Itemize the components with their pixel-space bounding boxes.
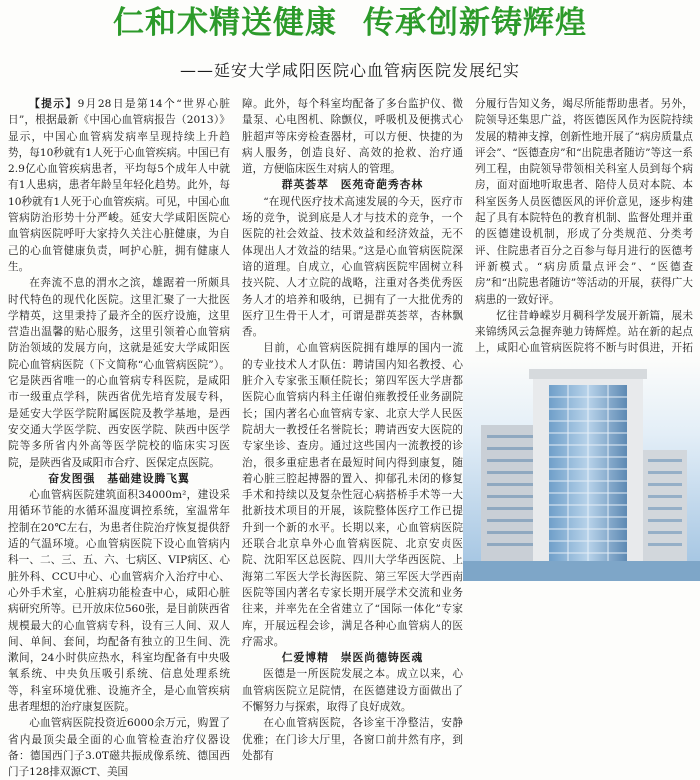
headline-part-1: 仁和术精送健康 — [113, 5, 337, 41]
article-column-1 — [8, 96, 230, 779]
paragraph: 目前，心血管病医院拥有雄厚的国内一流的专业技术人才队伍：聘请国内知名教授、心脏介入专家张玉顺任院长；第四军医大学唐都医院心血管病内科主任谢伯雍教授任业务副院长；国内著名心血管病专家、北京大学人民医院胡大一教授任名誉院长；聘请西安大医院的专家坐诊、查房。通过这些国内一流教授的诊治，很多重症患者在最短时间内得到康复，随着心脏三腔起搏器的置入、抑郁孔未闭的修复手术和持续以及复杂性冠心病搭桥手术等一大批新技术项目的开展，该院整体医疗工作已提升到一个新的水平。长期以来，心血管病医院还联合北京阜外心血管病医院、北京安贞医院、沈阳军区总医院、四川大学华西医院、上海第二军医大学长海医院、第三军医大学西南医院等国内著名专家长期开展学术交流和业务往来，并率先在全省建立了“国际一体化”专家库，开展远程会诊，满足各种心血管病人的医疗需求。 — [242, 342, 463, 648]
article-column-2 — [242, 96, 463, 762]
section-heading: 仁爱博精 崇医尚德铸医魂 — [281, 651, 424, 665]
paragraph: 心血管病医院建筑面积34000m²，建设采用循环节能的水循环温度调控系统，室温常年控制在20℃左右，为患者住院治疗恢复提供舒适的气温环境。心血管病医院下设心血管病内科一、二、三、五、六、七病区、VIP病区、心脏外科、CCU中心、心血管病介入治疗中心、心外手术室，心脏病功能检查中心，咸阳心脏病研究所等。已开放床位560张，是目前陕西省规模最大的心血管病专科，设有三人间、双人间、单间、套间，均配备有独立的卫生间、洗漱间，24小时供应热水，科室均配备有中央吸氧系统、中央负压吸引系统、信息处理系统等，科室环境优雅、设施齐全，是心血管疾病患者理想的治疗康复医院。 — [8, 489, 230, 713]
paragraph: 医德是一所医院发展之本。成立以来，心血管病医院立足院情，在医德建设方面做出了不懈努力与探索，取得了良好成效。 — [242, 668, 463, 713]
paragraph: 在心血管病医院，各诊室干净整洁，安静优雅；在门诊大厅里，各窗口前井然有序，到处都有 — [242, 717, 463, 762]
subtitle: ——延安大学咸阳医院心血管病医院发展纪实 — [179, 61, 520, 80]
section-heading: 奋发图强 基础建设腾飞翼 — [48, 471, 190, 485]
headline — [0, 4, 700, 42]
paragraph: 心血管病医院投资近6000余万元，购置了省内最顶尖最全面的心血管检查治疗仪器设备：德国西门子3.0T磁共振成像系统、德国西门子128排双源CT、美国 — [8, 717, 230, 779]
article-column-3 — [475, 96, 693, 355]
section-heading: 群英荟萃 医苑奇葩秀杏林 — [281, 178, 424, 192]
headline-part-2: 传承创新铸辉煌 — [363, 5, 587, 41]
intro-tag: 【提示】 — [29, 98, 78, 110]
hospital-building-photo — [463, 355, 700, 581]
intro-paragraph: 9月28日是第14个“世界心脏日”，根据最新《中国心血管病报告（2013）》显示，中国心血管病发病率呈现持续上升趋势，每10秒就有1人死于心血管疾病。中国已有2.9亿心血管疾病患者，平均每5个成年人中就有1人患病，患者年龄呈年轻化趋势。此外，每10秒就有1人死于心血管疾病。可见，中国心血管病防治形势十分严峻。延安大学咸阳医院心血管病医院呼吁大家持久关注心脏健康，为自己的心血管健康负责，呵护心脏，拥有健康人生。 — [8, 98, 230, 273]
paragraph: “在现代医疗技术高速发展的今天，医疗市场的竞争，说到底是人才与技术的竞争，一个医院的社会效益、技术效益和经济效益，无不体现出人才效益的结果。”这是心血管病医院深谙的道理。自成立，心血管病医院牢固树立科技兴院、人才立院的战略，注重对各类优秀医务人才的培养和吸纳，已拥有了一大批优秀的医疗卫生骨干人才，可谓是群英荟萃，杏林飘香。 — [242, 195, 463, 339]
paragraph: 分履行告知义务，竭尽所能帮助患者。另外，院领导还集思广益，将医德医风作为医院持续发展的精神支撑，创新性地开展了“病房质量点评会”、“医德查房”和“出院患者随访”等这一系列工程，由院领导带领相关科室人员到每个病房，面对面地听取患者、陪侍人员对本院、本科室医务人员医德医风的评价意见，逐步构建起了具有本院特色的教育机制、监督处理并重的医德建设机制，形成了分类规范、分类考评、住院患者百分之百参与每月进行的医德考评新模式。“病房质量点评会”、“医德查房”和“出院患者随访”等活动的开展，获得广大病患的一致好评。 — [475, 98, 693, 306]
paragraph: 障。此外，每个科室均配备了多台监护仪、微量泵、心电图机、除颤仪，呼吸机及便携式心脏超声等床旁检查器材，可以方便、快捷的为病人服务，创造良好、高效的抢救、治疗通道，方便临床医生对病人的管理。 — [242, 98, 463, 176]
paragraph: 忆往昔峥嵘岁月稠科学发展开新篇，展未来锦绣风云急握奔驰力铸辉煌。站在新的起点上，咸阳心血管病医院将不断与时俱进，开拓 — [475, 309, 693, 355]
paragraph: 在奔流不息的渭水之滨，雄踞着一所颇具时代特色的现代化医院。这里汇聚了一大批医学精英，这里秉持了最齐全的医疗设施，这里营造出温馨的贴心服务，这里引领着心血管病防治领域的发展方向，这就是延安大学咸阳医院心血管病医院（下文简称“心血管病医院”）。它是陕西省唯一的心血管病专科医院，是咸阳市一级重点学科，陕西省优先培育发展专科，是延安大学医学院附属医院及教学基地，是西安交通大学医学院、西安医学院、陕西中医学院等多所省内外高等医学院校的临床实习医院，是陕西省及咸阳市合疗、医保定点医院。 — [8, 277, 230, 469]
